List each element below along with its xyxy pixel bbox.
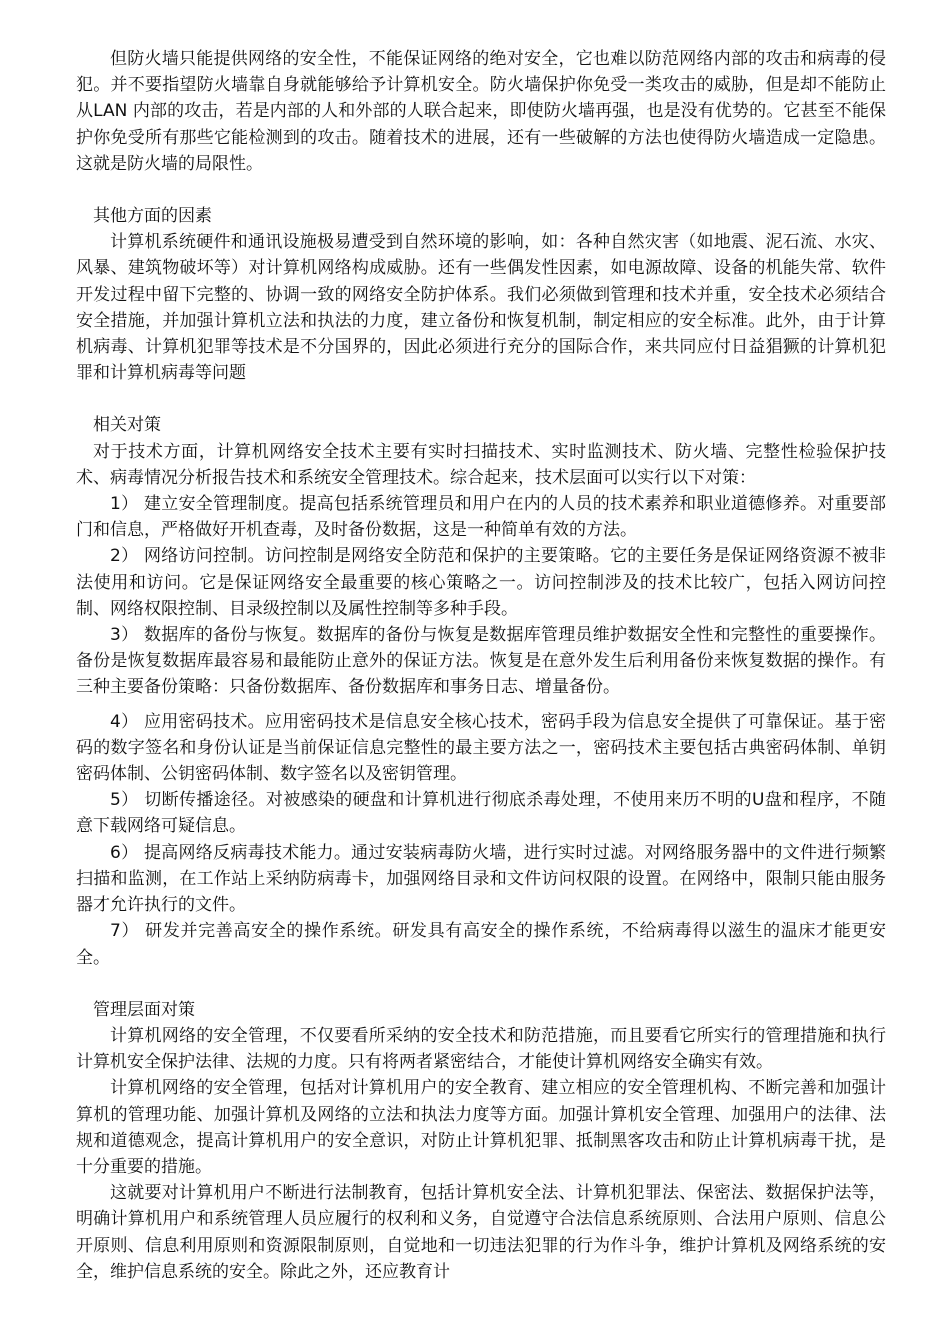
list-item: 3） 数据库的备份与恢复。数据库的备份与恢复是数据库管理员维护数据安全性和完整性的重要操作。备份是恢复数据库最容易和最能防止意外的保证方法。恢复是在意外发生后利用备份来恢复数据的操作。有三种主要备份策略：只备份数据库、备份数据库和事务日志、增量备份。 xyxy=(76,625,886,698)
other-factors-paragraph: 计算机系统硬件和通讯设施极易遭受到自然环境的影响，如：各种自然灾害（如地震、泥石流、水灾、风暴、建筑物破坏等）对计算机网络构成威胁。还有一些偶发性因素，如电源故障、设备的机能失常、软件开发过程中留下完整的、协调一致的网络安全防护体系。我们必须做到管理和技术并重，安全技术必须结合安全措施，并加强计算机立法和执法的力度，建立备份和恢复机制，制定相应的安全标准。此外，由于计算机病毒、计算机犯罪等技术是不分国界的，因此必须进行充分的国际合作，来共同应付日益猖獗的计算机犯罪和计算机病毒等问题 xyxy=(76,232,886,384)
list-item: 1） 建立安全管理制度。提高包括系统管理员和用户在内的人员的技术素养和职业道德修养。对重要部门和信息，严格做好开机查毒，及时备份数据，这是一种简单有效的方法。 xyxy=(76,494,886,541)
document-page xyxy=(76,46,886,1285)
countermeasures-intro: 对于技术方面，计算机网络安全技术主要有实时扫描技术、实时监测技术、防火墙、完整性检验保护技术、病毒情况分析报告技术和系统安全管理技术。综合起来，技术层面可以实行以下对策： xyxy=(76,441,886,488)
list-item: 5） 切断传播途径。对被感染的硬盘和计算机进行彻底杀毒处理，不使用来历不明的U盘和程序，不随意下载网络可疑信息。 xyxy=(76,790,886,837)
management-paragraph: 计算机网络的安全管理，不仅要看所采纳的安全技术和防范措施，而且要看它所实行的管理措施和执行计算机安全保护法律、法规的力度。只有将两者紧密结合，才能使计算机网络安全确实有效。 xyxy=(76,1025,886,1073)
section-gap xyxy=(76,386,886,412)
management-heading: 管理层面对策 xyxy=(93,999,195,1020)
list-item: 4） 应用密码技术。应用密码技术是信息安全核心技术，密码手段为信息安全提供了可靠保证。基于密码的数字签名和身份认证是当前保证信息完整性的最主要方法之一，密码技术主要包括古典密码体制、单钥密码体制、公钥密码体制、数字签名以及密钥管理。 xyxy=(76,711,886,785)
management-paragraph: 计算机网络的安全管理，包括对计算机用户的安全教育、建立相应的安全管理机构、不断完善和加强计算机的管理功能、加强计算机及网络的立法和执法力度等方面。加强计算机安全管理、加强用户的法律、法规和道德观念，提高计算机用户的安全意识，对防止计算机犯罪、抵制黑客攻击和防止计算机病毒干扰，是十分重要的措施。 xyxy=(76,1078,886,1177)
section-gap xyxy=(76,971,886,997)
other-factors-heading: 其他方面的因素 xyxy=(93,206,212,227)
firewall-limit-paragraph: 但防火墙只能提供网络的安全性，不能保证网络的绝对安全，它也难以防范网络内部的攻击和病毒的侵犯。并不要指望防火墙靠自身就能够给予计算机安全。防火墙保护你免受一类攻击的威胁，但是却不能防止从LAN 内部的攻击，若是内部的人和外部的人联合起来，即使防火墙再强，也是没有优势的。它甚至不能保护你免受所有那些它能检测到的攻击。随着技术的进展，还有一些破解的方法也使得防火墙造成一定隐患。这就是防火墙的局限性。 xyxy=(76,49,886,174)
management-paragraph: 这就要对计算机用户不断进行法制教育，包括计算机安全法、计算机犯罪法、保密法、数据保护法等，明确计算机用户和系统管理人员应履行的权利和义务，自觉遵守合法信息系统原则、合法用户原则、信息公开原则、信息利用原则和资源限制原则，自觉地和一切违法犯罪的行为作斗争，维护计算机及网络系统的安全，维护信息系统的安全。除此之外，还应教育计 xyxy=(76,1183,886,1282)
section-gap xyxy=(76,177,886,203)
list-item: 7） 研发并完善高安全的操作系统。研发具有高安全的操作系统，不给病毒得以滋生的温床才能更安全。 xyxy=(76,921,886,968)
list-item: 2） 网络访问控制。访问控制是网络安全防范和保护的主要策略。它的主要任务是保证网络资源不被非法使用和访问。它是保证网络安全最重要的核心策略之一。访问控制涉及的技术比较广，包括入网访问控制、网络权限控制、目录级控制以及属性控制等多种手段。 xyxy=(76,546,886,619)
list-item: 6） 提高网络反病毒技术能力。通过安装病毒防火墙，进行实时过滤。对网络服务器中的文件进行频繁扫描和监测，在工作站上采纳防病毒卡，加强网络目录和文件访问权限的设置。在网络中，限制只能由服务器才允许执行的文件。 xyxy=(76,842,886,916)
countermeasures-heading: 相关对策 xyxy=(93,415,161,436)
